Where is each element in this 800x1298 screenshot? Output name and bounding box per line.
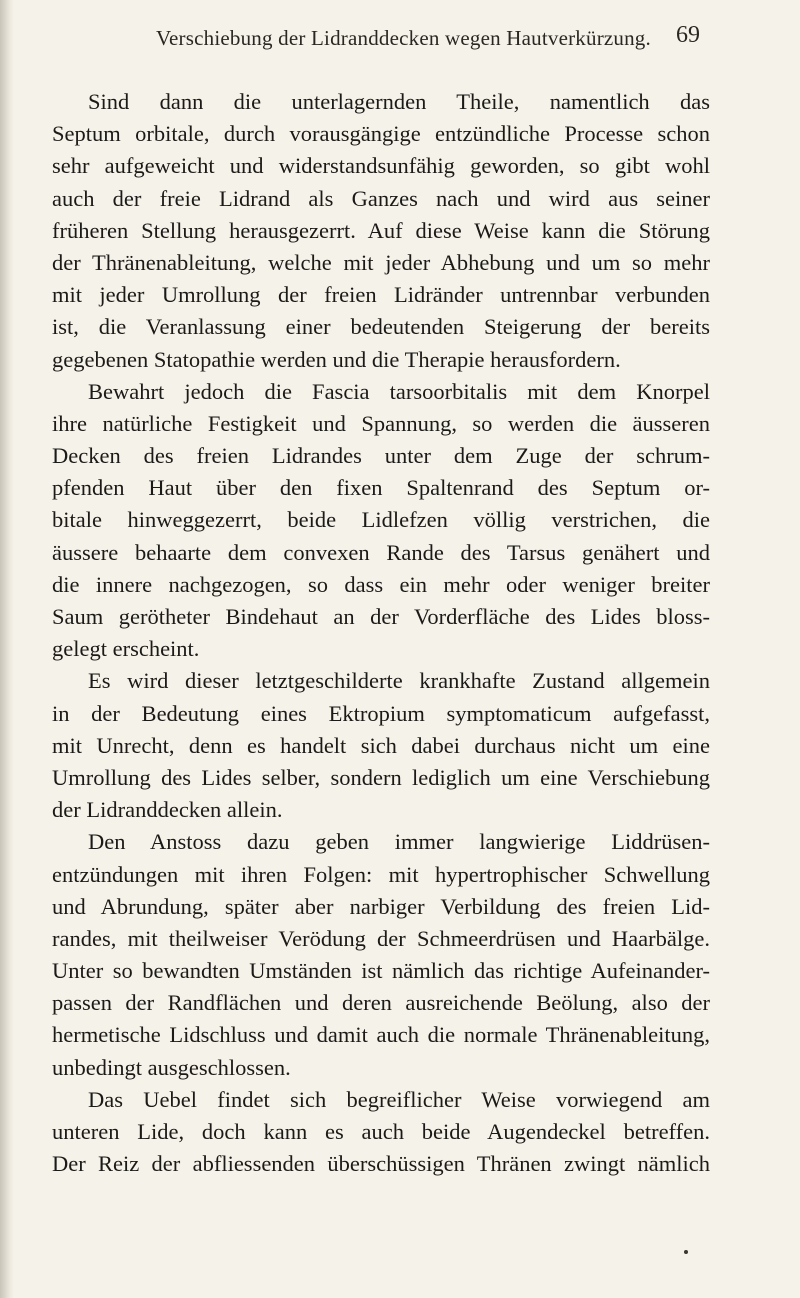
text-line: und Abrundung, später aber narbiger Verbildung des freien Lid- — [52, 893, 710, 919]
text-line: unteren Lide, doch kann es auch beide Augendeckel betreffen. — [52, 1119, 710, 1144]
text-line: Sind dann die unterlagernden Theile, namentlich das — [88, 89, 710, 114]
text-line: Es wird dieser letztgeschilderte krankhafte Zustand allgemein — [88, 668, 710, 694]
text-line: ist, die Veranlassung einer bedeutenden Steigerung der bereits — [52, 314, 710, 340]
text-line: Decken des freien Lidrandes unter dem Zuge der schrum- — [52, 443, 710, 469]
text-line: äussere behaarte dem convexen Rande des Tarsus genähert und — [52, 539, 710, 565]
text-line: unbedingt ausgeschlossen. — [52, 1054, 291, 1080]
text-line: der Lidranddecken allein. — [52, 797, 283, 823]
page-header — [108, 22, 700, 54]
text-line: sehr aufgeweicht und widerstandsunfähig geworden, so gibt wohl — [52, 153, 710, 179]
text-line: gelegt erscheint. — [52, 636, 200, 662]
text-line: Septum orbitale, durch vorausgängige entzündliche Processe schon — [52, 121, 710, 147]
text-line: pfenden Haut über den fixen Spaltenrand des Septum or- — [52, 475, 710, 501]
text-line: entzündungen mit ihren Folgen: mit hypertrophischer Schwellung — [52, 861, 710, 887]
body-text — [52, 86, 710, 1180]
text-line: Der Reiz der abfliessenden überschüssigen Thränen zwingt nämlich — [52, 1151, 710, 1177]
text-line: früheren Stellung herausgezerrt. Auf diese Weise kann die Störung — [52, 217, 710, 243]
page-number: 69 — [676, 22, 700, 48]
text-line: die innere nachgezogen, so dass ein mehr oder weniger breiter — [52, 571, 710, 597]
text-line: Umrollung des Lides selber, sondern lediglich um eine Verschiebung — [52, 764, 710, 790]
text-line: der Thränenableitung, welche mit jeder Abhebung und um so mehr — [52, 249, 710, 275]
text-line: mit jeder Umrollung der freien Lidränder untrennbar verbunden — [52, 282, 710, 308]
text-line: mit Unrecht, denn es handelt sich dabei durchaus nicht um eine — [52, 732, 710, 758]
page-edge-shadow — [0, 0, 14, 1298]
text-line: randes, mit theilweiser Verödung der Schmeerdrüsen und Haarbälge. — [52, 925, 710, 951]
running-head: Verschiebung der Lidranddecken wegen Hautverkürzung. — [156, 26, 651, 50]
text-line: Bewahrt jedoch die Fascia tarsoorbitalis mit dem Knorpel — [88, 378, 710, 404]
text-line: Unter so bewandten Umständen ist nämlich das richtige Aufeinander- — [52, 958, 710, 984]
text-line: in der Bedeutung eines Ektropium symptomaticum aufgefasst, — [52, 700, 710, 726]
text-line: Das Uebel findet sich begreiflicher Weise vorwiegend am — [88, 1086, 710, 1112]
text-line: Saum gerötheter Bindehaut an der Vorderfläche des Lides bloss- — [52, 604, 710, 629]
text-line: ihre natürliche Festigkeit und Spannung, so werden die äusseren — [52, 410, 710, 436]
text-line: gegebenen Statopathie werden und die Therapie herausfordern. — [52, 346, 621, 372]
text-line: bitale hinweggezerrt, beide Lidlefzen völlig verstrichen, die — [52, 507, 710, 533]
text-line: hermetische Lidschluss und damit auch die normale Thränenableitung, — [52, 1022, 710, 1048]
text-line: auch der freie Lidrand als Ganzes nach und wird aus seiner — [52, 185, 710, 211]
text-line: passen der Randflächen und deren ausreichende Beölung, also der — [52, 990, 710, 1016]
text-line: Den Anstoss dazu geben immer langwierige Liddrüsen- — [88, 829, 710, 855]
ink-speck — [684, 1250, 688, 1254]
